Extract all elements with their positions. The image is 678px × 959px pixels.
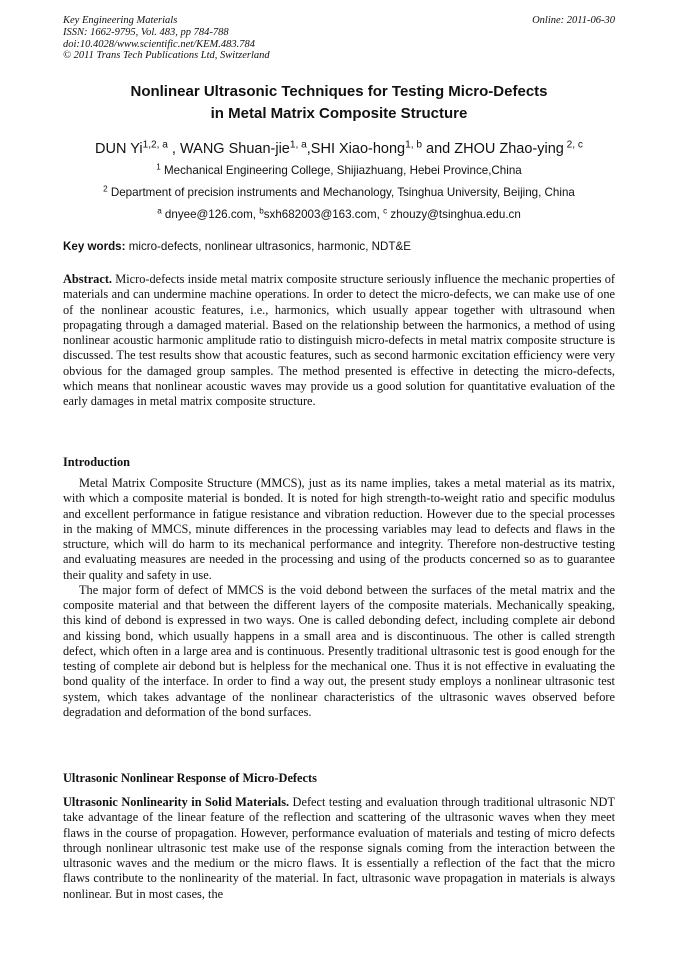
author-separator: , [167,141,180,157]
journal-name: Key Engineering Materials [63,15,178,26]
introduction-paragraph-1: Metal Matrix Composite Structure (MMCS), just as its name implies, takes a metal material as its matrix, with which a composite material is bonded. It is noted for high strength-to-weight ratio and specific modulus and excellent performance in fatigue resistance and vibration reduction. However due to the special processes in the making of MMCS, minute differences in the processing variables may lead to defects and flaws in the structure, which will do harm to its mechanical performance and integrity. Therefore non-destructive testing and evaluating measures are needed in the processing and using of the products concerned so as to guarantee their quality and safety in use. [63,476,615,582]
abstract-label: Abstract. [63,272,113,286]
abstract [63,272,615,409]
journal-header [63,15,270,62]
title-line-1: Nonlinear Ultrasonic Techniques for Testing Micro-Defects [130,83,548,100]
affiliation-mark: 1 [156,162,161,172]
introduction-heading: Introduction [63,455,130,469]
author-name: SHI Xiao-hong [310,141,406,157]
email-text: dnyee@126.com, [161,208,260,221]
title-line-2: in Metal Matrix Composite Structure [210,105,468,122]
keywords-label: Key words: [63,240,126,253]
affiliation-2 [20,186,658,200]
keywords [63,240,411,254]
author-affiliation-mark: 1, b [405,139,422,151]
affiliation-mark: 2 [103,184,108,194]
affiliation-text: Mechanical Engineering College, Shijiazhuang, Hebei Province,China [160,164,522,177]
author-affiliation-mark: 1,2, a [142,139,168,151]
online-date: Online: 2011-06-30 [532,15,615,26]
affiliation-1 [20,164,658,178]
subsection-heading: Ultrasonic Nonlinearity in Solid Materials. [63,795,290,809]
keywords-text: micro-defects, nonlinear ultrasonics, harmonic, NDT&E [125,240,411,253]
author-separator: , [306,141,311,157]
issn-line: ISSN: 1662-9795, Vol. 483, pp 784-788 [63,26,229,38]
section-body [63,795,615,902]
subsection-text: Defect testing and evaluation through traditional ultrasonic NDT take advantage of the linear feature of the reflection and scattering of the ultrasonic waves when they meet flaws in the course of propagation. However, performance evaluation of materials and testing of micro defects through nonlinear ultrasonic test make use of the response signals coming from the interaction between the ultrasonic waves and the medium or the micro flaws. It is essentially a reflection of the fact that the micro flaws contribute to the nonlinearity of the material. In fact, ultrasonic wave propagation in materials is always nonlinear. But in most cases, the [63,795,615,901]
email-mark: c [383,206,388,216]
abstract-text: Micro-defects inside metal matrix composite structure seriously influence the mechanic properties of materials and can undermine machine operations. In order to detect the micro-defects, we can make use of one of the nonlinear acoustic features, i.e., harmonics, which usually appear together with ultrasound when propagating through a damaged material. Based on the relationship between the harmonics, a method of using nonlinear acoustic harmonic amplitude ratio to distinguish micro-defects in metal matrix composite structure is discussed. The test results show that acoustic features, such as second harmonic excitation efficiency were very obvious for the damaged group samples. The method presented is effective in detecting the micro-defects, which means that nonlinear acoustic waves may provide us a good solution for quantitative evaluation of the early damages in metal matrix composite structure. [63,272,615,408]
author-name: WANG Shuan-jie [180,141,290,157]
copyright-line: © 2011 Trans Tech Publications Ltd, Switzerland [63,50,270,62]
author-affiliation-mark: 2, c [563,139,583,151]
section-heading: Ultrasonic Nonlinear Response of Micro-Defects [63,771,317,785]
author-list [20,140,658,158]
author-name: DUN Yi [95,141,143,157]
author-affiliation-mark: 1, a [289,139,307,151]
email-line [20,208,658,222]
paper-title [40,81,638,125]
email-text: sxh682003@163.com, [263,208,384,221]
email-mark: b [259,206,264,216]
introduction-body [63,476,615,720]
author-separator: and [422,141,455,157]
doi-line: doi:10.4028/www.scientific.net/KEM.483.784 [63,38,255,50]
affiliation-text: Department of precision instruments and Mechanology, Tsinghua University, Beijing, China [107,186,575,199]
email-mark: a [157,206,162,216]
introduction-paragraph-2: The major form of defect of MMCS is the void debond between the surfaces of the metal matrix and the composite material and that between the different layers of the composite materials. Mechanically speaking, this kind of debond is expressed in two ways. One is called debonding defect, including complete air debond and kissing bond, which usually happens in a small area and is discontinuous. The other is called strength defect, which often in a large area and is continuous. Presently traditional ultrasonic test is good enough for the testing of complete air debond but is helpless for the mechanical one. Thus it is not effective in evaluating the bond quality of the interface. In order to find a way out, the present study employs a nonlinear ultrasonic test system, which takes advantage of the nonlinear characteristics of the ultrasonic waves observed before degradation and deformation of the bond surfaces. [63,582,615,719]
author-name: ZHOU Zhao-ying [454,141,564,157]
email-text: zhouzy@tsinghua.edu.cn [387,208,521,221]
